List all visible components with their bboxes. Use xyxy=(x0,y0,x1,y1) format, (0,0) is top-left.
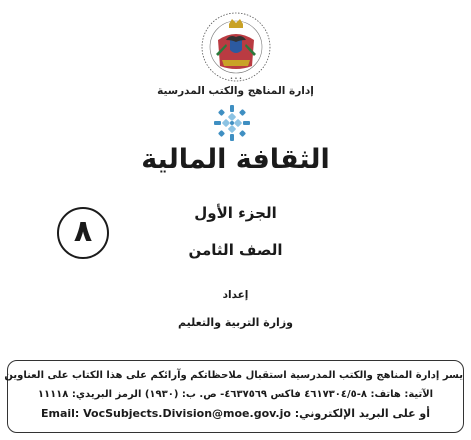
contact-line-2: الآتية: هاتف: ٨-٤٦١٧٣٠٤/٥ فاكس ٤٦٣٧٥٦٩- ص. ب: (١٩٣٠) الرمز البريدي: ١١١١٨ xyxy=(37,389,434,400)
snowflake-ornament-icon xyxy=(210,101,254,145)
book-part: الجزء الأول xyxy=(194,204,277,222)
book-grade: الصف الثامن xyxy=(188,241,283,259)
prepared-label: إعداد xyxy=(222,289,249,301)
book-title: الثقافة المالية xyxy=(141,144,330,175)
contact-line-1: يسر إدارة المناهج والكتب المدرسية استقبال ملاحظاتكم وآرائكم على هذا الكتاب على العناوين xyxy=(4,370,463,381)
svg-text:• • •: • • • xyxy=(229,76,243,82)
jordan-coat-of-arms-icon xyxy=(196,10,276,84)
grade-number: ٨ xyxy=(73,214,93,249)
contact-email-line: أو على البريد الإلكتروني: Email: VocSubjects.Division@moe.gov.jo xyxy=(40,407,431,420)
grade-number-badge xyxy=(57,207,109,259)
ministry-name: وزارة التربية والتعليم xyxy=(178,316,293,329)
ministry-emblem xyxy=(196,10,276,84)
department-name: إدارة المناهج والكتب المدرسية xyxy=(157,85,314,97)
